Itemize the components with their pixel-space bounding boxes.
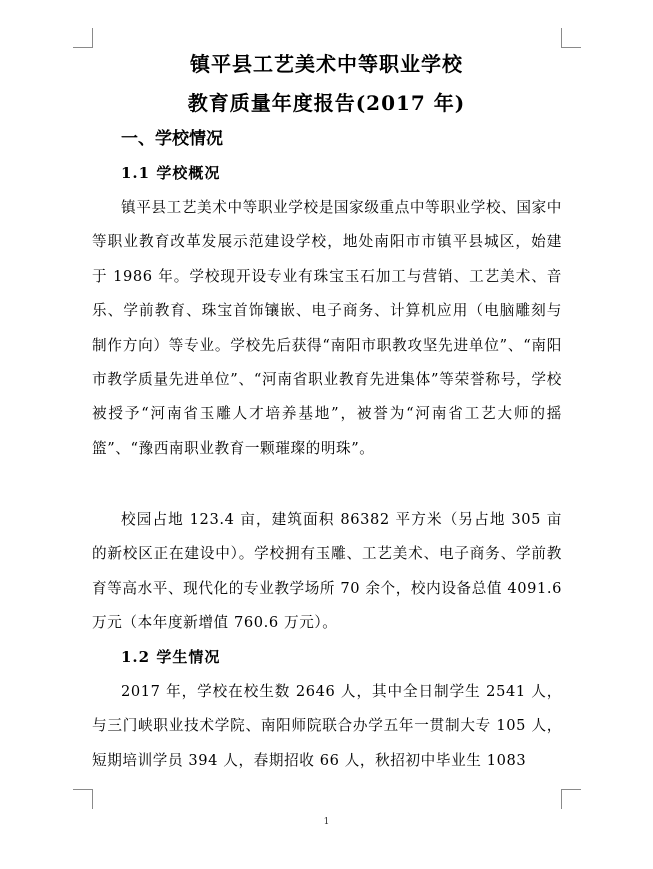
crop-mark-bottom-left: [73, 789, 93, 809]
crop-mark-top-right: [561, 28, 581, 48]
paragraph-school-overview: 镇平县工艺美术中等职业学校是国家级重点中等职业学校、国家中等职业教育改革发展示范建设学校，地处南阳市市镇平县城区，始建于 1986 年。学校现开设专业有珠宝玉石加工与营销、工艺美术、音乐、学前教育、珠宝首饰镶嵌、电子商务、计算机应用（电脑雕刻与制作方向）等专业。学校先后获得“南阳市职教攻坚先进单位”、“南阳市教学质量先进单位”、“河南省职业教育先进集体”等荣誉称号，学校被授予“河南省玉雕人才培养基地”，被誉为“河南省工艺大师的摇篮”、“豫西南职业教育一颗璀璨的明珠”。: [92, 199, 562, 457]
subsection-heading-student-info: 1.2 学生情况: [121, 648, 221, 666]
crop-mark-top-left: [73, 28, 93, 48]
document-title-line-1: 镇平县工艺美术中等职业学校: [190, 52, 463, 76]
section-heading-school-info: 一、学校情况: [121, 129, 223, 149]
paragraph-student-info: 2017 年，学校在校生数 2646 人，其中全日制学生 2541 人，与三门峡职业技术学院、南阳师院联合办学五年一贯制大专 105 人，短期培训学员 394 人，春期招收 66 人，秋招初中毕业生 1083: [92, 683, 562, 769]
crop-mark-bottom-right: [561, 789, 581, 809]
page-number: 1: [323, 817, 330, 827]
subsection-heading-school-overview: 1.1 学校概况: [121, 164, 221, 182]
document-title-line-2: 教育质量年度报告(2017 年): [187, 91, 466, 115]
paragraph-campus-facilities: 校园占地 123.4 亩，建筑面积 86382 平方米（另占地 305 亩的新校区正在建设中）。学校拥有玉雕、工艺美术、电子商务、学前教育等高水平、现代化的专业教学场所 70 余个，校内设备总值 4091.6 万元（本年度新增值 760.6 万元）。: [92, 511, 562, 632]
